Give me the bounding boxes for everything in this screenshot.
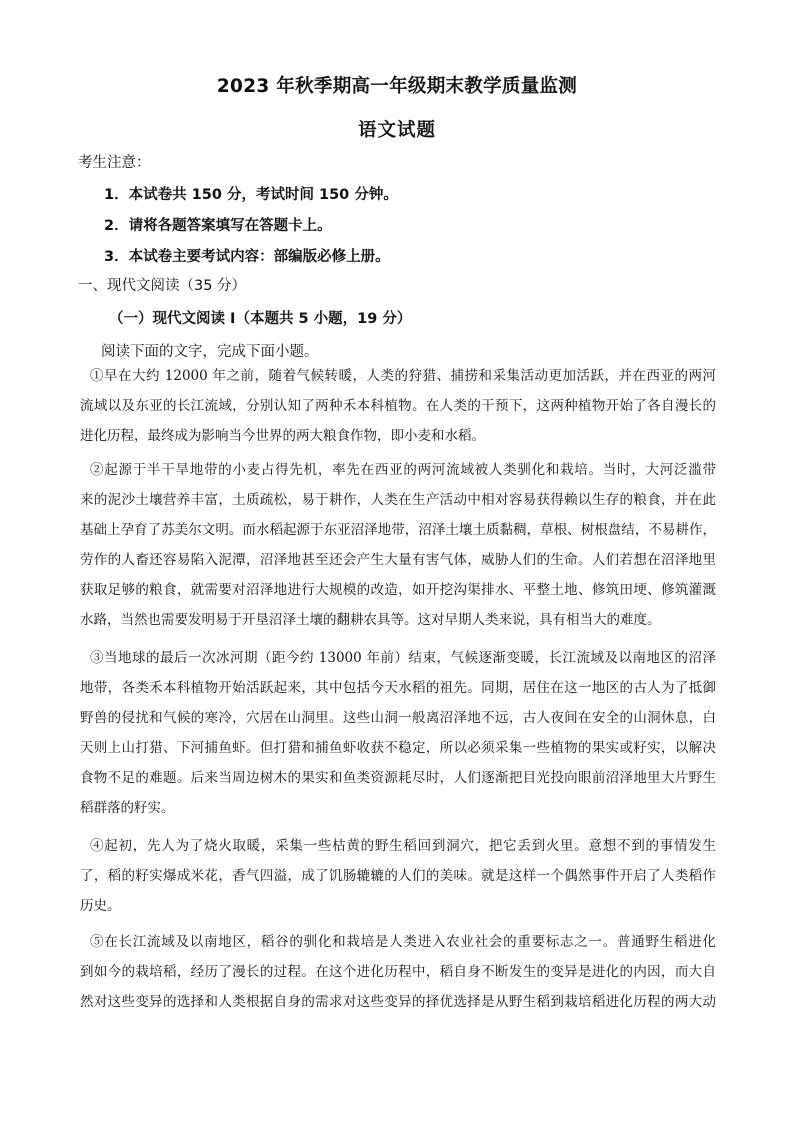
paragraph-line: 了，稻的籽实爆成米花，香气四溢，成了饥肠辘辘的人们的美味。就是这样一个偶然事件开启了人类稻作 bbox=[80, 868, 716, 884]
reading-instruction: 阅读下面的文字，完成下面小题。 bbox=[101, 344, 319, 360]
paragraph-line: ④起初，先人为了烧火取暖，采集一些枯黄的野生稻回到洞穴，把它丢到火里。意想不到的事情发生 bbox=[90, 838, 716, 854]
paragraph-line: 水路，当然也需要发明易于开垦沼泽土壤的翻耕农具等。这对早期人类来说，具有相当大的难度。 bbox=[80, 612, 661, 628]
paragraph-line: 获取足够的粮食，就需要对沼泽地进行大规模的改造，如开挖沟渠排水、平整土地、修筑田埂、修筑灌溉 bbox=[80, 582, 716, 598]
exam-subtitle: 语文试题 bbox=[357, 120, 436, 141]
passage-paragraph bbox=[80, 831, 716, 921]
paragraph-line: 野兽的侵扰和气候的寒冷，穴居在山洞里。这些山洞一般离沼泽地不远，古人夜间在安全的山洞休息，白 bbox=[80, 710, 716, 726]
paragraph-line: 稻群落的籽实。 bbox=[80, 800, 175, 816]
paragraph-line: ⑤在长江流域及以南地区，稻谷的驯化和栽培是人类进入农业社会的重要标志之一。普通野生稻进化 bbox=[90, 934, 716, 950]
paragraph-line: 劳作的人畜还容易陷入泥潭，沼泽地甚至还会产生大量有害气体，威胁人们的生命。人们若想在沼泽地里 bbox=[80, 552, 716, 568]
subsection-heading: （一）现代文阅读 I（本题共 5 小题，19 分） bbox=[109, 311, 412, 327]
paragraph-line: ③当地球的最后一次冰河期（距今约 13000 年前）结束，气候逐渐变暖，长江流域及以南地区的沼泽 bbox=[90, 650, 716, 666]
section-heading: 一、现代文阅读（35 分） bbox=[78, 278, 247, 294]
notice-item: 2．请将各题答案填写在答题卡上。 bbox=[104, 218, 332, 234]
paragraph-line: 来的泥沙土壤营养丰富，土质疏松，易于耕作，人类在生产活动中相对容易获得赖以生存的粮食，并在此 bbox=[80, 492, 716, 508]
paragraph-line: 历史。 bbox=[80, 898, 121, 914]
notice-item: 1．本试卷共 150 分，考试时间 150 分钟。 bbox=[104, 187, 398, 203]
paragraph-line: ①早在大约 12000 年之前，随着气候转暖，人类的狩猎、捕捞和采集活动更加活跃，并在西亚的两河 bbox=[90, 368, 716, 384]
passage-paragraph bbox=[80, 455, 716, 635]
paragraph-line: 基础上孕育了苏美尔文明。而水稻起源于东亚沼泽地带，沼泽土壤土质黏稠，草根、树根盘结，不易耕作， bbox=[80, 522, 716, 538]
notice-heading: 考生注意： bbox=[78, 155, 151, 171]
passage-paragraph bbox=[80, 927, 716, 1017]
paragraph-line: 然对这些变异的选择和人类根据自身的需求对这些变异的择优选择是从野生稻到栽培稻进化历程的两大动 bbox=[80, 994, 716, 1010]
paragraph-line: 进化历程，最终成为影响当今世界的两大粮食作物，即小麦和水稻。 bbox=[80, 428, 485, 444]
paragraph-line: 流域以及东亚的长江流域，分别认知了两种禾本科植物。在人类的干预下，这两种植物开始了各自漫长的 bbox=[80, 398, 716, 414]
paragraph-line: 天则上山打猎、下河捕鱼虾。但打猎和捕鱼虾收获不稳定，所以必须采集一些植物的果实或籽实，以解决 bbox=[80, 740, 716, 756]
paragraph-line: 到如今的栽培稻，经历了漫长的过程。在这个进化历程中，稻自身不断发生的变异是进化的内因，而大自 bbox=[80, 964, 716, 980]
paragraph-line: 地带，各类禾本科植物开始活跃起来，其中包括今天水稻的祖先。同期，居住在这一地区的古人为了抵御 bbox=[80, 680, 716, 696]
paragraph-line: 食物不足的难题。后来当周边树木的果实和鱼类资源耗尽时，人们逐渐把目光投向眼前沼泽地里大片野生 bbox=[80, 770, 716, 786]
passage-paragraph bbox=[80, 643, 716, 823]
exam-title: 2023 年秋季期高一年级期末教学质量监测 bbox=[216, 76, 578, 97]
notice-item: 3．本试卷主要考试内容：部编版必修上册。 bbox=[104, 249, 390, 265]
passage-paragraph bbox=[80, 361, 716, 451]
paragraph-line: ②起源于半干旱地带的小麦占得先机，率先在西亚的两河流域被人类驯化和栽培。当时，大河泛滥带 bbox=[90, 462, 716, 478]
